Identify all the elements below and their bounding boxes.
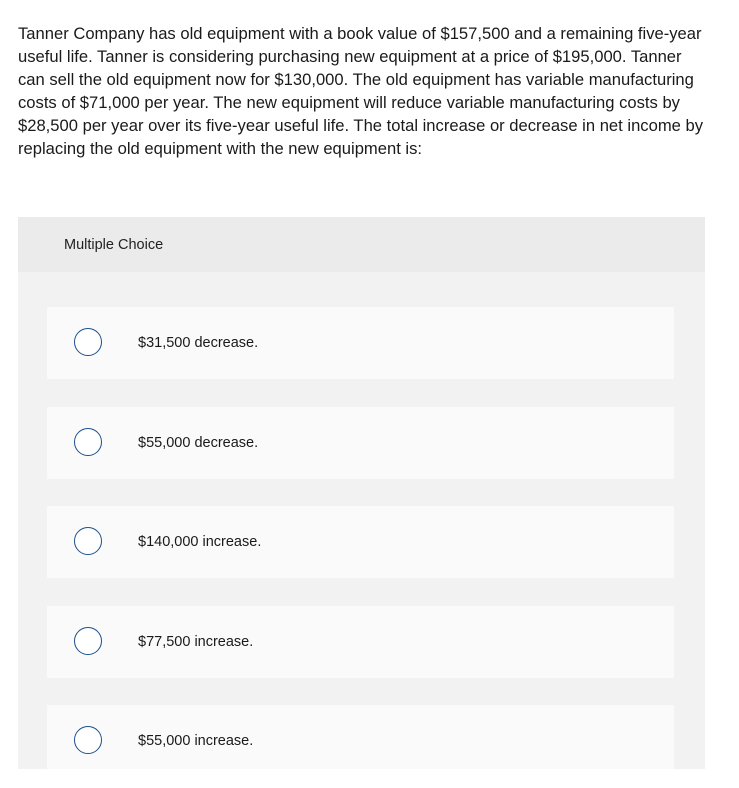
choice-label: $55,000 decrease.: [138, 435, 259, 451]
multiple-choice-title: Multiple Choice: [64, 237, 164, 253]
choice-option-3[interactable]: [47, 506, 674, 578]
radio-button-icon[interactable]: [74, 428, 102, 456]
multiple-choice-header: [18, 217, 705, 272]
radio-button-icon[interactable]: [74, 627, 102, 655]
choice-option-4[interactable]: [47, 606, 674, 678]
choice-option-5[interactable]: [47, 705, 674, 769]
choice-label: $77,500 increase.: [138, 634, 254, 650]
question-text: Tanner Company has old equipment with a book value of $157,500 and a remaining five-year useful life. Tanner is considering purchasing new equipment at a price of $195,000. Tanner can sell the old equipment now for $130,000. The old equipment has variable manufacturing costs of $71,000 per year. The new equipment will reduce variable manufacturing costs by $28,500 per year over its five-year useful life. The total increase or decrease in net income by replacing the old equipment with the new equipment is:: [18, 24, 704, 158]
choice-option-1[interactable]: [47, 307, 674, 379]
multiple-choice-panel: [18, 217, 705, 769]
radio-button-icon[interactable]: [74, 726, 102, 754]
choice-option-2[interactable]: [47, 407, 674, 479]
radio-button-icon[interactable]: [74, 328, 102, 356]
choice-label: $55,000 increase.: [138, 733, 254, 749]
choice-label: $140,000 increase.: [138, 534, 262, 550]
radio-button-icon[interactable]: [74, 527, 102, 555]
choice-label: $31,500 decrease.: [138, 335, 259, 351]
